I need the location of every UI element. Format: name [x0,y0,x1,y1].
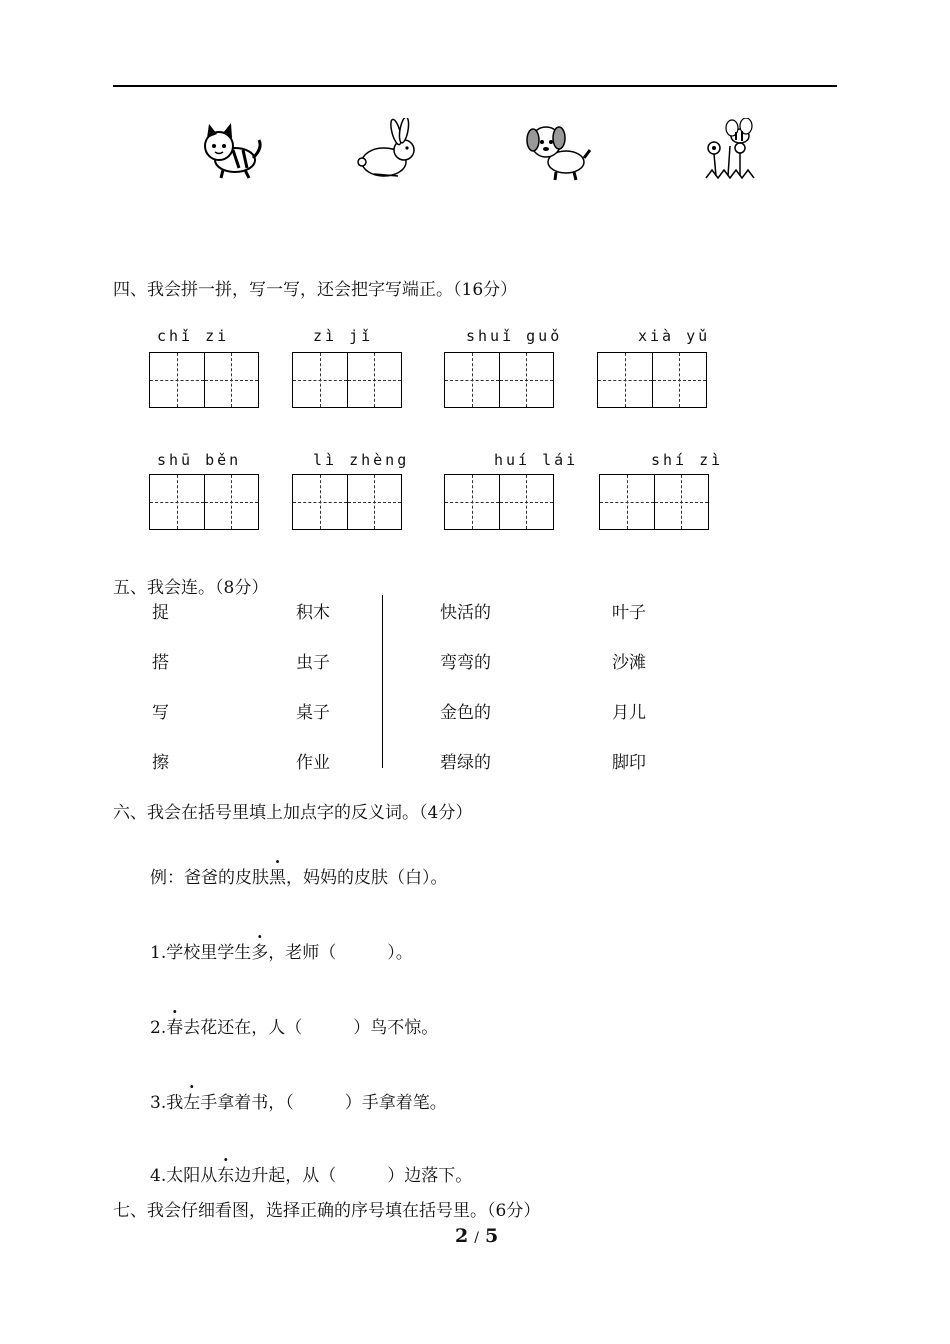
noun-item: 虫子 [296,653,330,673]
writing-grid[interactable] [599,474,709,530]
writing-grid[interactable] [597,352,707,408]
column-divider [382,595,383,768]
pinyin-label: shuǐ guǒ [466,327,563,345]
adjective-item: 碧绿的 [440,753,491,773]
pinyin-label: xià yǔ [638,327,711,345]
cat-icon [195,118,265,184]
writing-grid[interactable] [292,352,402,408]
adjective-item: 快活的 [440,603,491,623]
pinyin-label: chǐ zi [157,327,230,345]
question-2[interactable]: 2.春去花还在，人（ ）鸟不惊。 [150,1018,439,1038]
writing-grid[interactable] [149,352,259,408]
dotted-char: 东 [217,1166,235,1186]
verb-item: 擦 [152,753,169,773]
header-rule [113,85,837,87]
object-item: 沙滩 [612,653,646,673]
dotted-char: 春 [166,1018,184,1038]
object-item: 脚印 [612,753,646,773]
pinyin-label: huí lái [494,451,579,469]
puppy-icon [522,118,592,184]
object-item: 叶子 [612,603,646,623]
noun-item: 作业 [296,753,330,773]
rabbit-icon [352,118,422,184]
question-4[interactable]: 4.太阳从东边升起，从（ ）边落下。 [150,1166,473,1186]
writing-grid[interactable] [444,352,554,408]
noun-item: 桌子 [296,703,330,723]
writing-grid[interactable] [149,474,259,530]
writing-grid[interactable] [444,474,554,530]
dotted-char: 左 [183,1093,201,1113]
writing-grid[interactable] [292,474,402,530]
adjective-item: 弯弯的 [440,653,491,673]
dotted-char: 黑 [269,868,286,888]
pinyin-label: lì zhèng [313,451,410,469]
section5-title: 五、我会连。（8分） [113,578,269,598]
question-3[interactable]: 3.我左手拿着书，（ ）手拿着笔。 [150,1093,447,1113]
section6-title: 六、我会在括号里填上加点字的反义词。（4分） [113,803,473,823]
verb-item: 写 [152,703,169,723]
section4-title: 四、我会拼一拼，写一写，还会把字写端正。（16分） [113,280,518,300]
bee-icon [700,118,770,184]
pinyin-label: zì jǐ [313,327,374,345]
pinyin-label: shū běn [157,451,242,469]
question-1[interactable]: 1.学校里学生多，老师（ ）。 [150,943,413,963]
page-number: 2 / 5 [455,1225,499,1247]
verb-item: 搭 [152,653,169,673]
pinyin-label: shí zì [651,451,724,469]
adjective-item: 金色的 [440,703,491,723]
section7-title: 七、我会仔细看图，选择正确的序号填在括号里。（6分） [113,1201,541,1221]
verb-item: 捉 [152,603,169,623]
example-sentence: 例：爸爸的皮肤黑，妈妈的皮肤（白）。 [150,868,448,888]
noun-item: 积木 [296,603,330,623]
dotted-char: 多 [251,943,269,963]
object-item: 月儿 [612,703,646,723]
